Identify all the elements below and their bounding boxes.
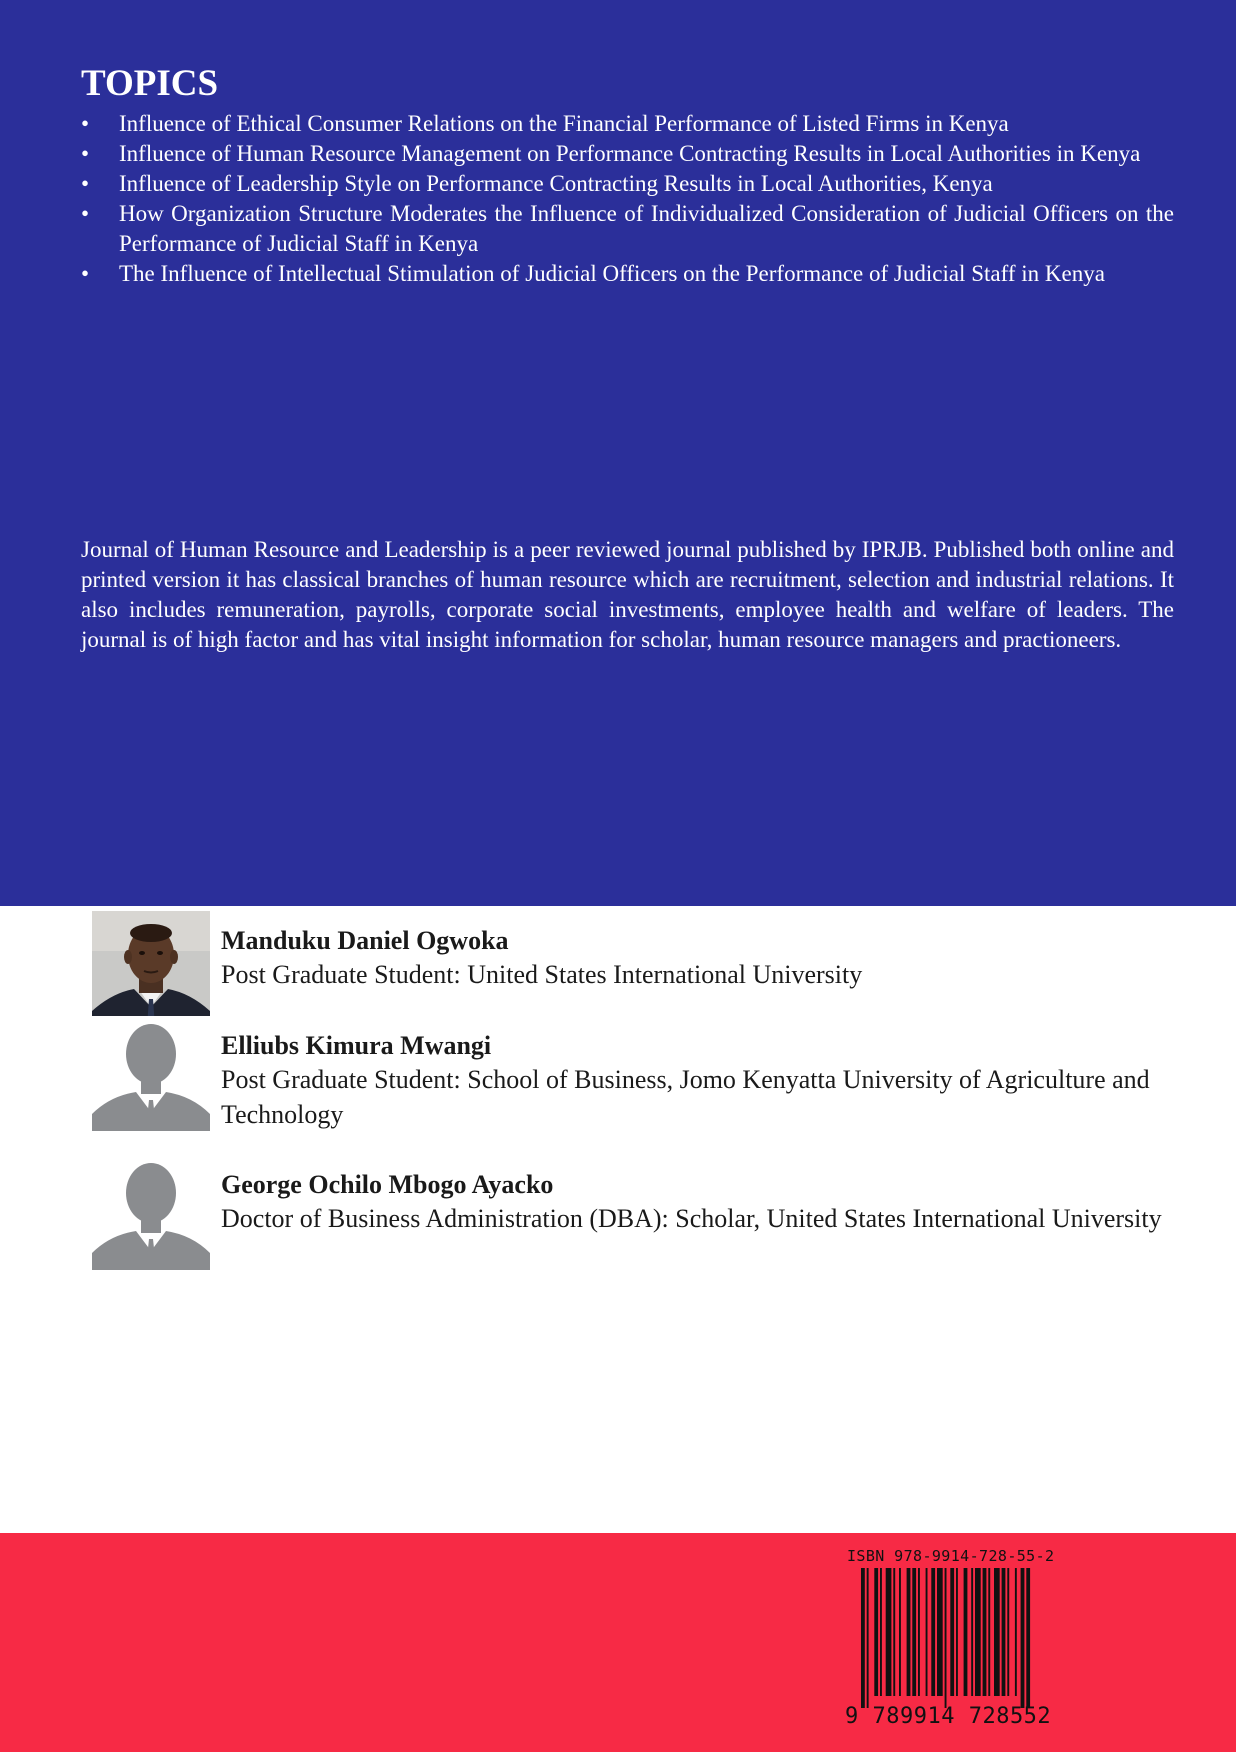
isbn-barcode: [845, 1546, 1063, 1736]
topic-item: • How Organization Structure Moderates the Influence of Individualized Consideration of Judicial Officers on the Performance of Judicial Staff in Kenya: [81, 199, 1174, 259]
author-photo: [92, 911, 210, 1026]
topic-item: • Influence of Ethical Consumer Relations on the Financial Performance of Listed Firms in Kenya: [81, 109, 1174, 139]
author-affiliation: Post Graduate Student: School of Business, Jomo Kenyatta University of Agriculture and Technology: [221, 1065, 1150, 1129]
isbn-label: ISBN 978-9914-728-55-2: [847, 1547, 1055, 1565]
author-name: George Ochilo Mbogo Ayacko: [221, 1170, 554, 1199]
author-details: [221, 925, 1221, 992]
avatar-silhouette-icon: [92, 1155, 210, 1270]
journal-description: Journal of Human Resource and Leadership is a peer reviewed journal published by IPRJB. Published both online and printed version it has classical branches of human resource which are recruitment, selection and industrial relations. It also includes remuneration, payrolls, corporate social investments, employee health and welfare of leaders. The journal is of high factor and has vital insight information for scholar, human resource managers and practioneers.: [81, 537, 1174, 652]
barcode-digits: 9 789914 728552: [845, 1704, 1052, 1729]
author-details: [221, 1030, 1221, 1132]
topics-list: [81, 109, 1174, 289]
topic-item: • The Influence of Intellectual Stimulation of Judicial Officers on the Performance of Judicial Staff in Kenya: [81, 259, 1174, 289]
author-affiliation: Doctor of Business Administration (DBA): Scholar, United States International University: [221, 1204, 1162, 1233]
topic-item: • Influence of Leadership Style on Performance Contracting Results in Local Authorities, Kenya: [81, 169, 1174, 199]
topics-heading: TOPICS: [81, 63, 219, 104]
barcode-bars: [845, 1568, 1063, 1708]
author-details: [221, 1169, 1221, 1236]
author-name: Elliubs Kimura Mwangi: [221, 1031, 492, 1060]
author-name: Manduku Daniel Ogwoka: [221, 926, 509, 955]
author-affiliation: Post Graduate Student: United States International University: [221, 960, 863, 989]
topic-item: • Influence of Human Resource Management on Performance Contracting Results in Local Authorities in Kenya: [81, 139, 1174, 169]
avatar-silhouette-icon: [92, 1016, 210, 1131]
